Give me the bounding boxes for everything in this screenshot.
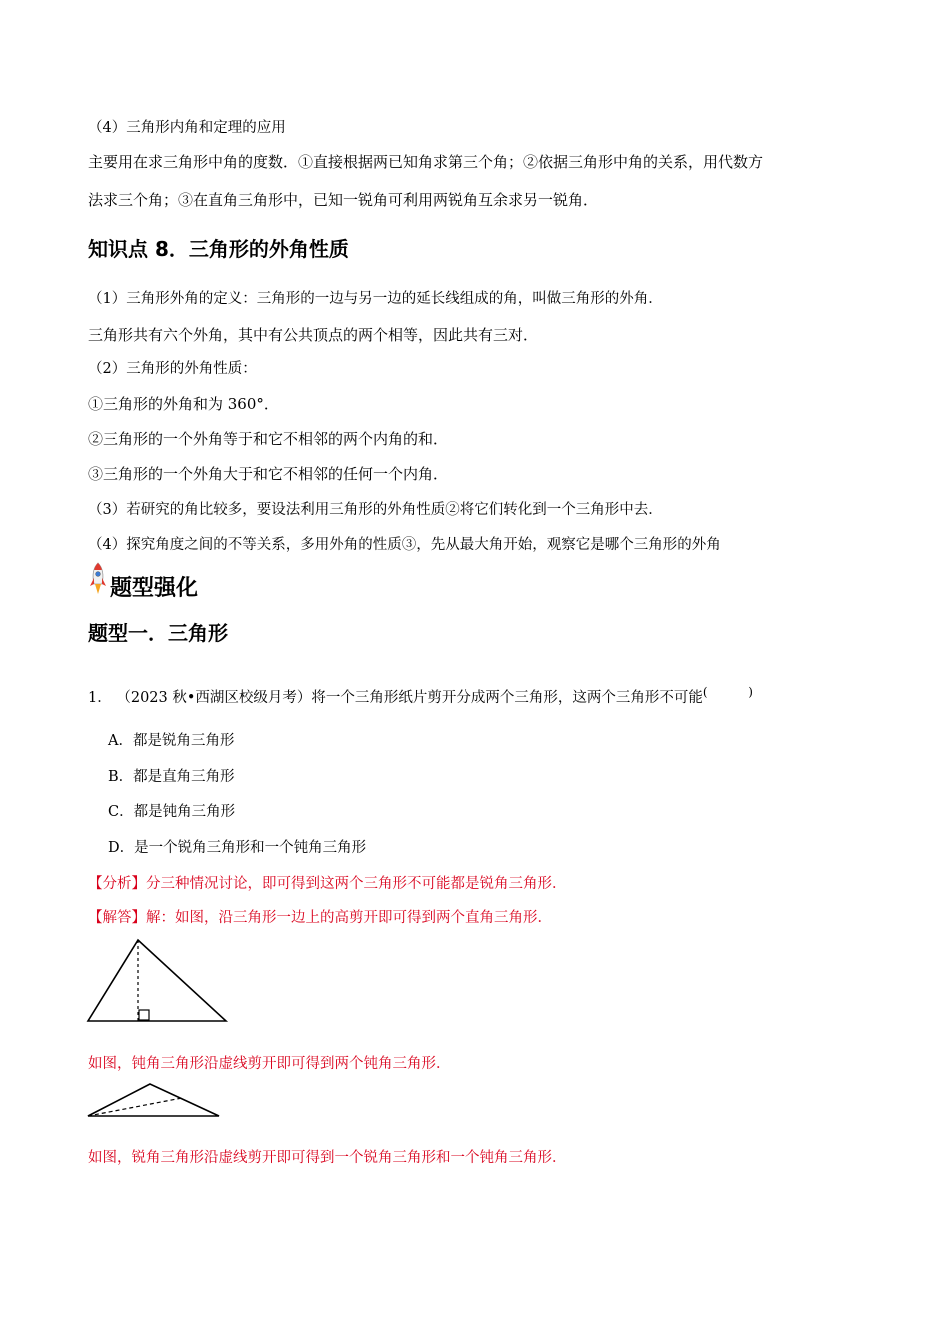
- text-line: ②三角形的一个外角等于和它不相邻的两个内角的和．: [88, 430, 449, 448]
- right-triangle-figure: [86, 936, 230, 1026]
- question-source: （2023 秋•西湖区校级月考）: [116, 690, 312, 706]
- text-line: （2）三角形的外角性质：: [88, 361, 257, 377]
- option-d: D．是一个锐角三角形和一个钝角三角形: [108, 840, 367, 856]
- note-line: 如图，钝角三角形沿虚线剪开即可得到两个钝角三角形．: [88, 1056, 451, 1072]
- analysis-text: 分三种情况讨论，即可得到这两个三角形不可能都是锐角三角形．: [146, 876, 567, 892]
- option-c: C．都是钝角三角形: [108, 804, 236, 820]
- text-line: ①三角形的外角和为 360°．: [88, 395, 279, 413]
- section-heading: 题型强化: [110, 576, 199, 601]
- option-a: A．都是锐角三角形: [108, 733, 235, 749]
- question-stem: [88, 685, 753, 708]
- section-heading: 题型一．三角形: [88, 621, 228, 645]
- option-b: B．都是直角三角形: [108, 769, 235, 785]
- rocket-icon: [88, 562, 108, 596]
- text-line: （3）若研究的角比较多，要设法利用三角形的外角性质②将它们转化到一个三角形中去．: [88, 502, 663, 518]
- analysis-tag: 【分析】: [88, 876, 146, 892]
- text-line: （4）三角形内角和定理的应用: [88, 120, 286, 136]
- text-line: （4）探究角度之间的不等关系，多用外角的性质③，先从最大角开始，观察它是哪个三角形的外角: [88, 537, 721, 553]
- solution-tag: 【解答】: [88, 910, 146, 926]
- question-text: 将一个三角形纸片剪开分成两个三角形，这两个三角形不可能: [311, 690, 703, 706]
- text-line: 主要用在求三角形中角的度数．①直接根据两已知角求第三个角；②依据三角形中角的关系，用代数方: [88, 153, 764, 171]
- solution-line: [88, 908, 552, 928]
- analysis-line: [88, 874, 567, 894]
- note-line: 如图，锐角三角形沿虚线剪开即可得到一个锐角三角形和一个钝角三角形．: [88, 1150, 567, 1166]
- text-line: 法求三个角；③在直角三角形中，已知一锐角可利用两锐角互余求另一锐角．: [88, 191, 599, 209]
- text-line: （1）三角形外角的定义：三角形的一边与另一边的延长线组成的角，叫做三角形的外角．: [88, 291, 663, 307]
- solution-text: 解：如图，沿三角形一边上的高剪开即可得到两个直角三角形．: [146, 910, 552, 926]
- section-heading: 知识点 8．三角形的外角性质: [88, 237, 349, 261]
- answer-blank: ( ): [702, 685, 753, 699]
- text-line: ③三角形的一个外角大于和它不相邻的任何一个内角．: [88, 465, 449, 483]
- text-line: 三角形共有六个外角，其中有公共顶点的两个相等，因此共有三对．: [88, 326, 539, 344]
- obtuse-triangle-figure: [86, 1080, 222, 1120]
- question-number: 1．: [88, 690, 112, 706]
